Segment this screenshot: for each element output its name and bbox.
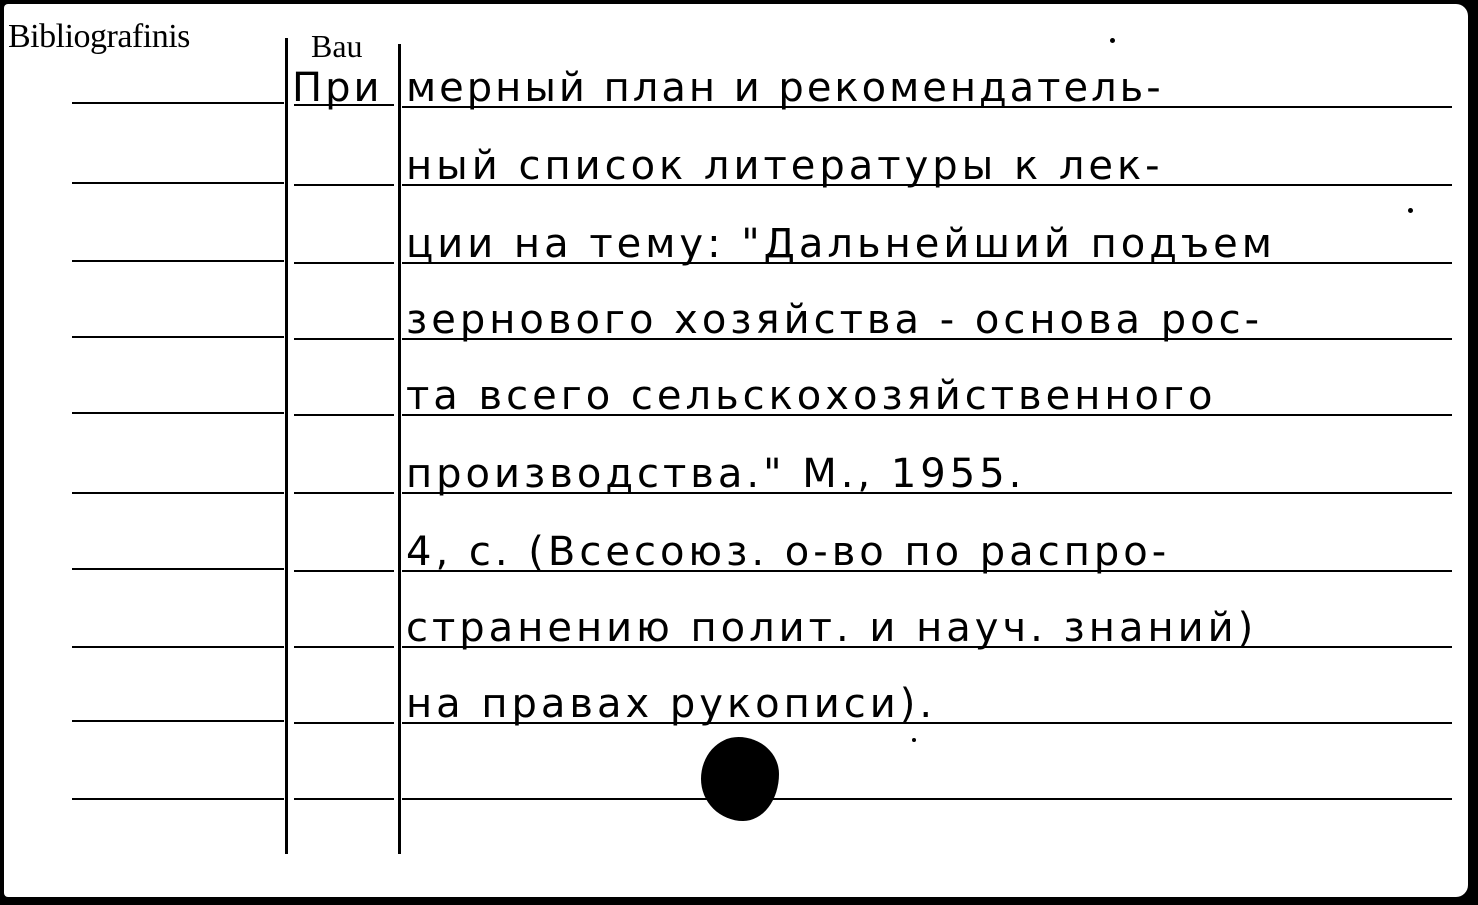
ink-speck (1110, 38, 1115, 43)
ink-speck (1408, 208, 1413, 213)
ruled-line (294, 262, 394, 264)
ruled-line (72, 102, 284, 104)
entry-line: 4, с. (Всесоюз. о-во по распро- (406, 529, 1171, 575)
entry-line: ции на тему: "Дальнейший подъем (406, 221, 1276, 267)
ruled-line (294, 414, 394, 416)
ruled-line (72, 720, 284, 722)
entry-line: ный список литературы к лек- (406, 143, 1164, 189)
ruled-line (294, 722, 394, 724)
entry-line: на правах рукописи). (406, 681, 937, 727)
ruled-line (72, 182, 284, 184)
catalog-stamp: Bibliografinis (8, 18, 190, 55)
ruled-line (402, 798, 1452, 800)
ruled-line (294, 338, 394, 340)
entry-line: мерный план и рекомендатель- (406, 65, 1164, 111)
card-edge (1468, 0, 1478, 905)
column-divider (398, 44, 401, 854)
ruled-line (72, 568, 284, 570)
author-prefix: При (292, 65, 383, 111)
entry-line: странению полит. и науч. знаний) (406, 605, 1258, 651)
ruled-line (294, 798, 394, 800)
entry-line: производства." М., 1955. (406, 451, 1026, 497)
ruled-line (294, 184, 394, 186)
ruled-line (72, 492, 284, 494)
ruled-line (72, 260, 284, 262)
ruled-line (294, 570, 394, 572)
ruled-line (72, 646, 284, 648)
ruled-line (72, 412, 284, 414)
ruled-line (294, 492, 394, 494)
entry-line: зернового хозяйства - основа рос- (406, 297, 1264, 343)
ink-speck (912, 738, 916, 742)
ruled-line (294, 646, 394, 648)
entry-line: та всего сельскохозяйственного (406, 373, 1217, 419)
ruled-line (72, 798, 284, 800)
stamp-prefix: Bau (311, 28, 363, 64)
catalog-card (4, 4, 1468, 897)
ruled-line (72, 336, 284, 338)
column-divider (285, 38, 288, 854)
ink-blot (701, 737, 779, 821)
